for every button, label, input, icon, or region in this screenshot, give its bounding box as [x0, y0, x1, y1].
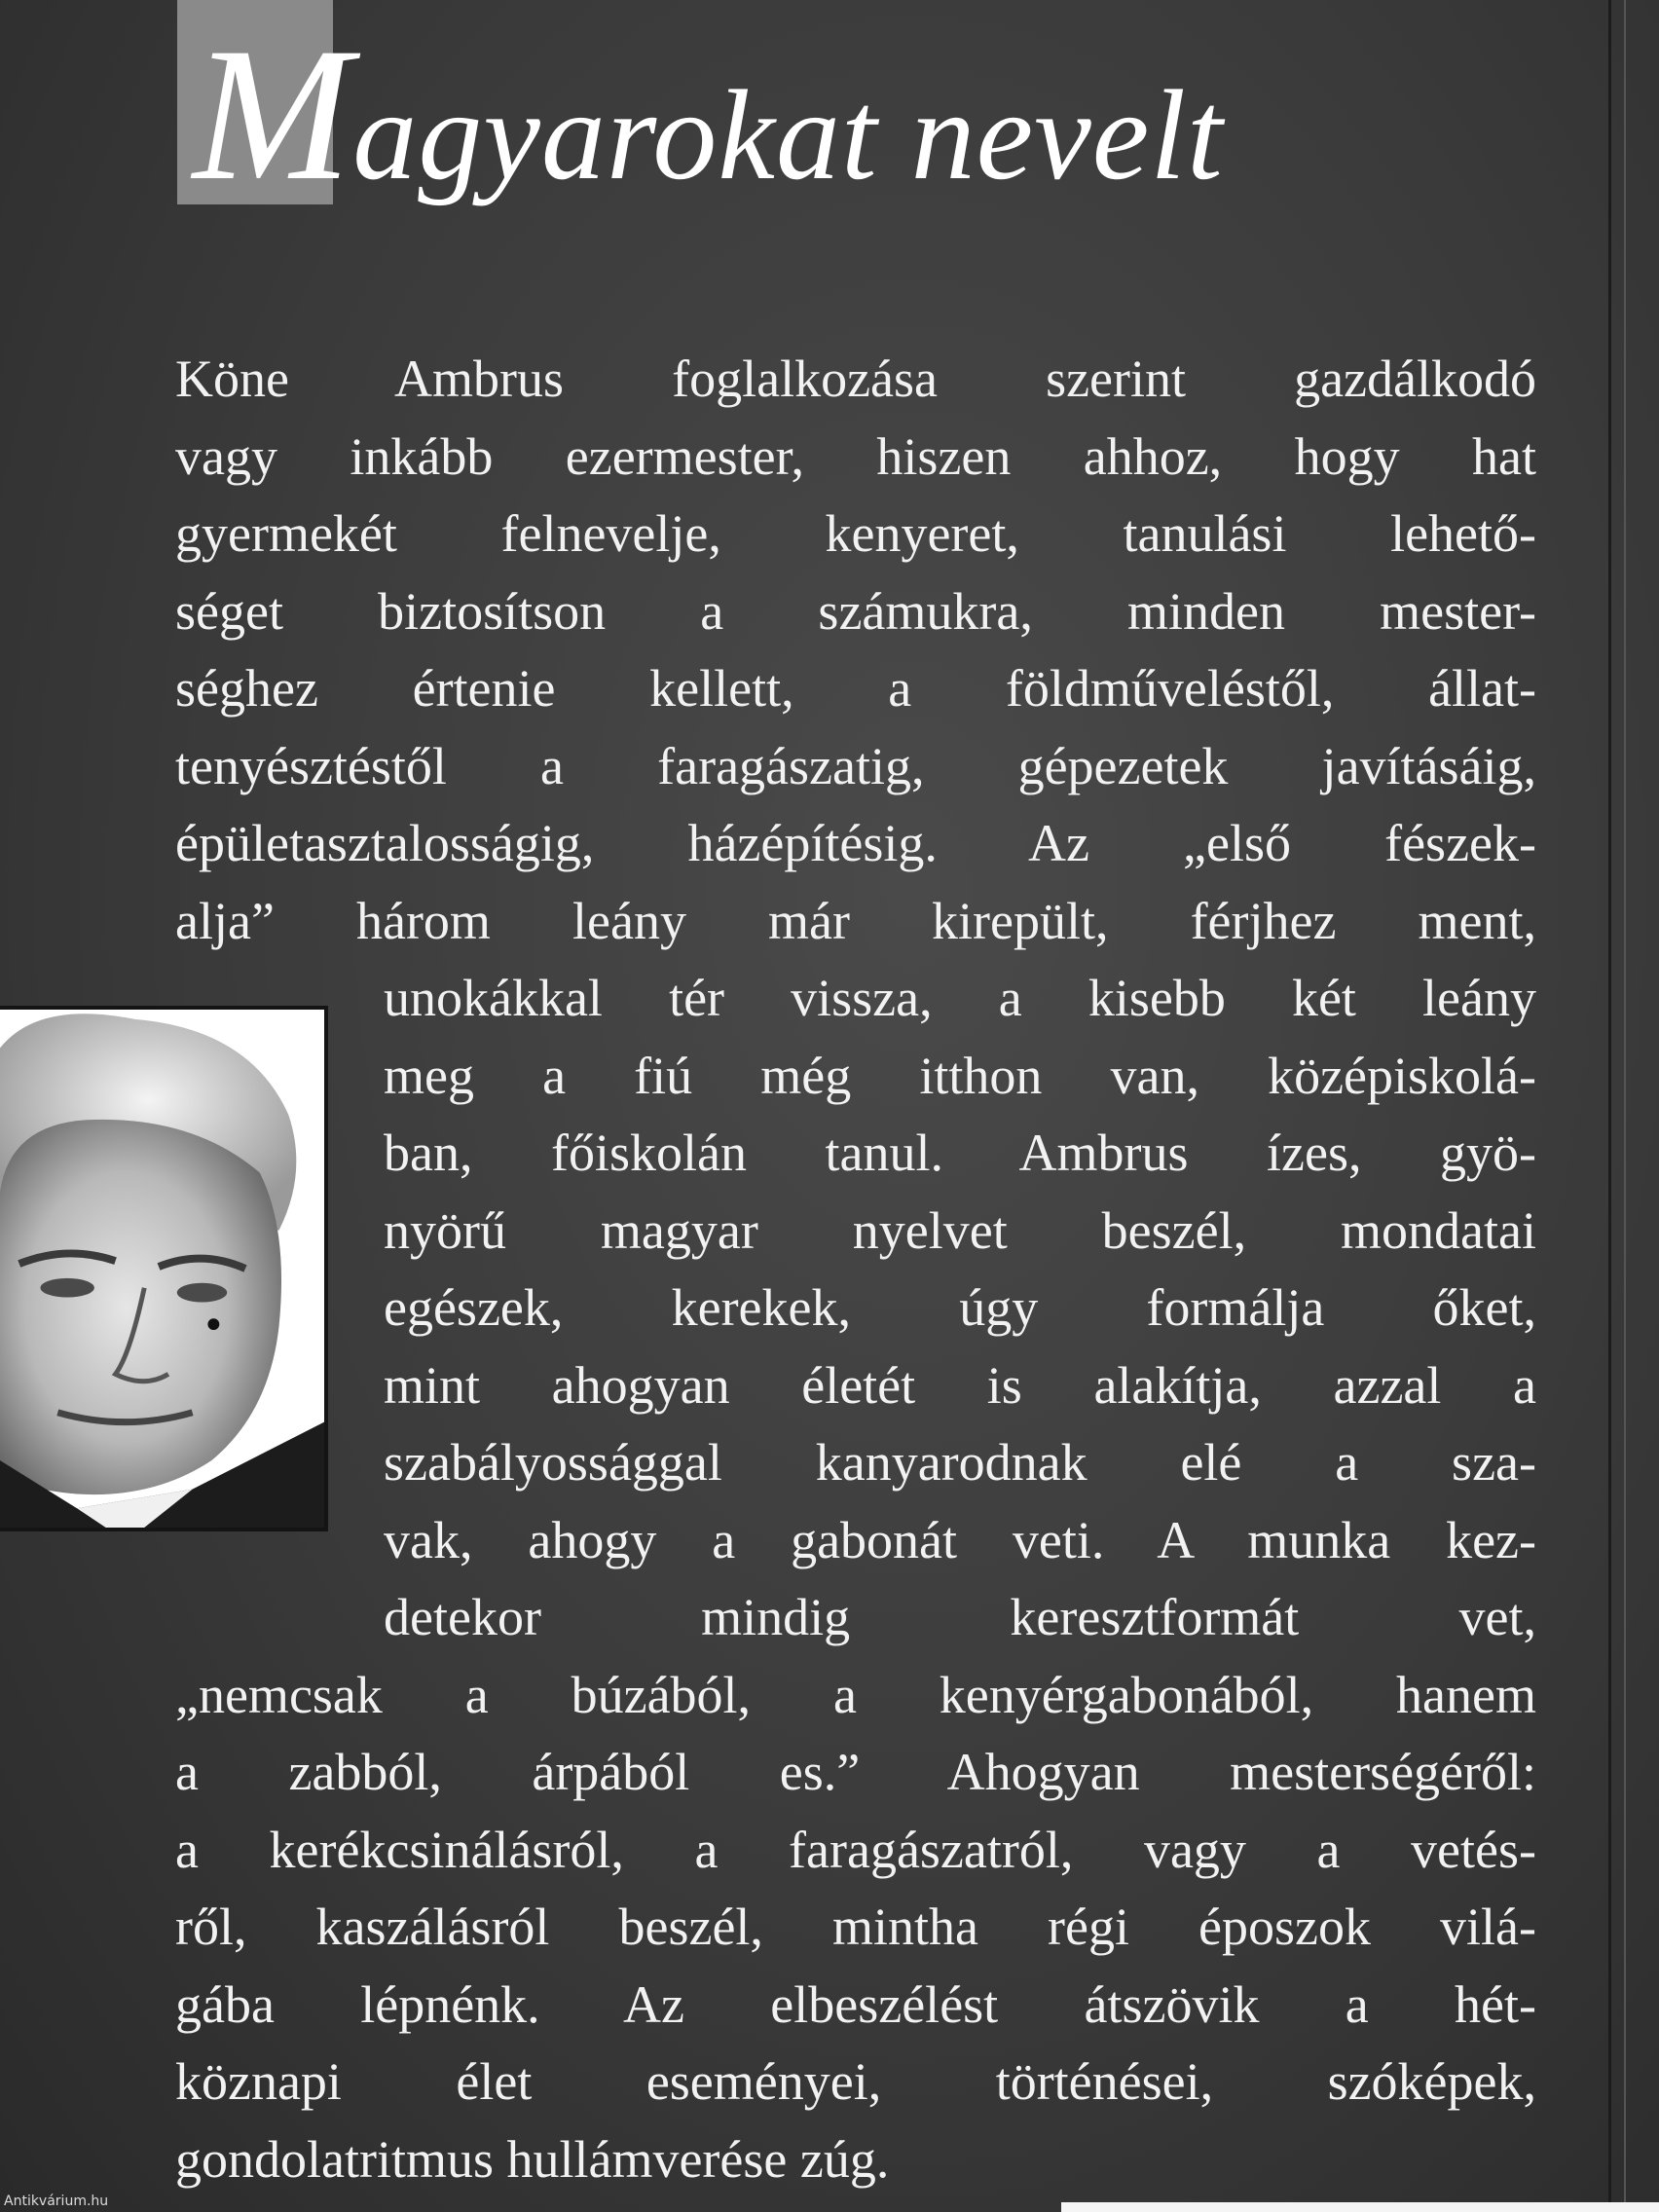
blurb-line: gondolatritmus hullámverése zúg. — [175, 2129, 890, 2189]
blurb-line: a kerékcsinálásról, a faragászatról, vagy a vetés- — [175, 1820, 1536, 1879]
title-rest: agyarokat nevelt — [352, 63, 1224, 206]
blurb-line: tenyésztéstől a faragászatig, gépezetek javításáig, — [175, 736, 1536, 795]
blurb-line: szabályossággal kanyarodnak elé a sza- — [384, 1433, 1536, 1492]
spine-edge-highlight — [1624, 0, 1626, 2212]
spine-edge — [1608, 0, 1611, 2212]
book-title — [193, 9, 1224, 220]
blurb-line: vagy inkább ezermester, hiszen ahhoz, hogy hat — [175, 426, 1536, 486]
footer-label-strip — [1061, 2202, 1659, 2212]
blurb-line: nyörű magyar nyelvet beszél, mondatai — [384, 1200, 1536, 1260]
watermark: Antikvárium.hu — [4, 2194, 109, 2209]
blurb-line: egészek, kerekek, úgy formálja őket, — [384, 1278, 1536, 1337]
blurb-line: „nemcsak a búzából, a kenyérgabonából, hanem — [175, 1665, 1536, 1724]
blurb-line: épületasztalosságig, házépítésig. Az „első fészek- — [175, 814, 1536, 872]
blurb-line: a zabból, árpából es.” Ahogyan mesterségéről: — [175, 1743, 1536, 1801]
blurb-line: gába lépnénk. Az elbeszélést átszövik a hét- — [175, 1974, 1536, 2034]
blurb-line: detekor mindig keresztformát vet, — [384, 1588, 1536, 1646]
blurb-line: vak, ahogy a gabonát veti. A munka kez- — [384, 1510, 1536, 1569]
blurb-line: séget biztosítson a számukra, minden mester- — [175, 581, 1536, 641]
blurb-line: unokákkal tér vissza, a kisebb két leány — [384, 969, 1536, 1027]
blurb-line: ről, kaszálásról beszél, mintha régi époszok vilá- — [175, 1898, 1536, 1956]
blurb-line: séghez értenie kellett, a földműveléstől, állat- — [175, 659, 1536, 718]
blurb-line: ban, főiskolán tanul. Ambrus ízes, gyö- — [384, 1124, 1536, 1182]
blurb-line: meg a fiú még itthon van, középiskolá- — [384, 1046, 1536, 1105]
blurb-text — [175, 341, 1536, 2198]
blurb-line: mint ahogyan életét is alakítja, azzal a — [384, 1355, 1536, 1415]
blurb-line: Köne Ambrus foglalkozása szerint gazdálkodó — [175, 350, 1536, 408]
blurb-line: alja” három leány már kirepült, férjhez ment, — [175, 891, 1536, 950]
title-initial: M — [193, 9, 353, 220]
blurb-line: gyermekét felnevelje, kenyeret, tanulási lehető- — [175, 504, 1536, 563]
blurb-line: köznapi élet eseményei, történései, szóképek, — [175, 2052, 1536, 2111]
